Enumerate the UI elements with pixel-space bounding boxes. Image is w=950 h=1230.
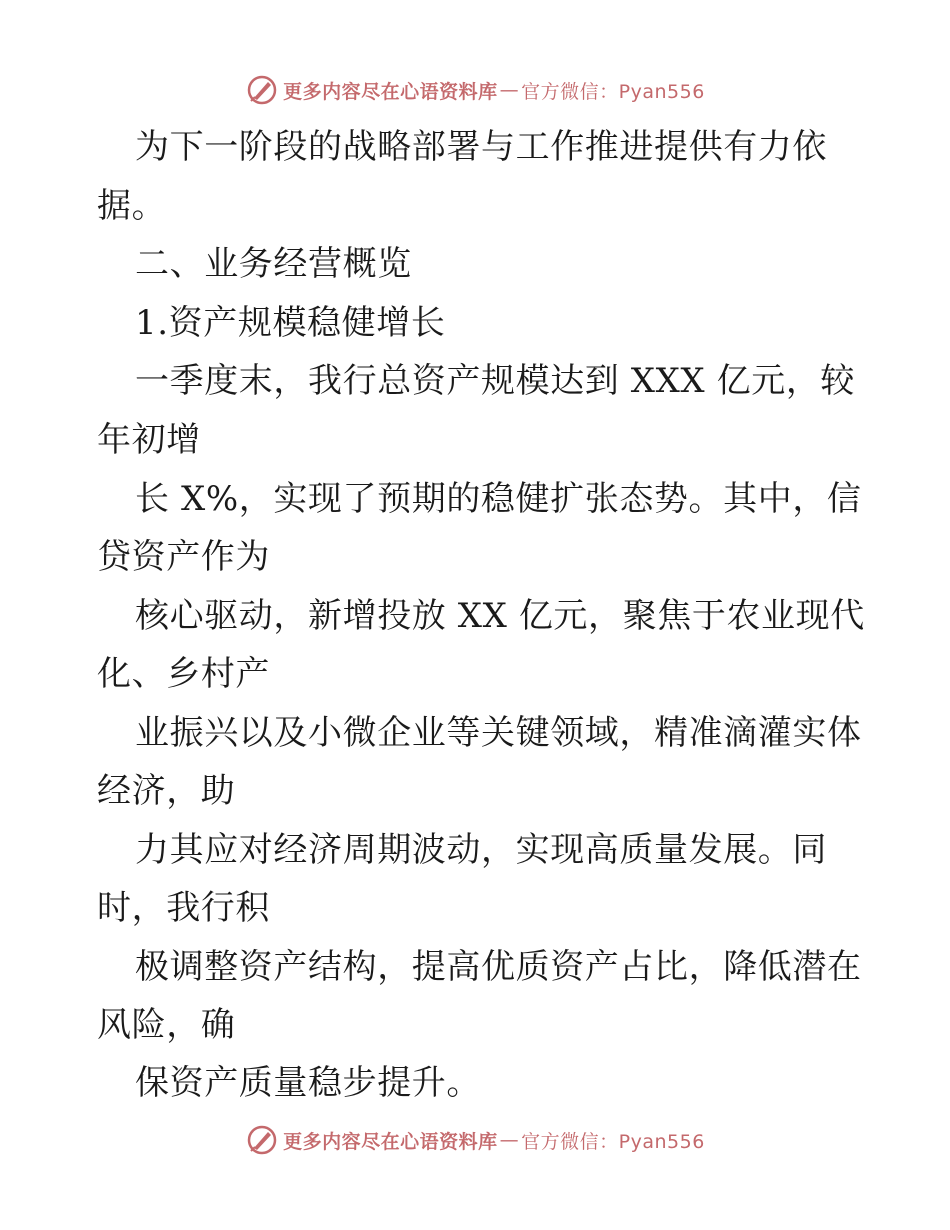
paragraph-line: 风险，确 [97, 1005, 236, 1045]
footer-watermark [0, 1120, 950, 1160]
paragraph-line: 经济，助 [97, 771, 236, 811]
paragraph-line: 化、乡村产 [97, 654, 270, 694]
paragraph-line: 据。 [97, 186, 167, 226]
subsection-heading: 1.资产规模稳健增长 [135, 303, 446, 343]
paragraph-line: 时，我行积 [97, 888, 270, 928]
watermark-text: 更多内容尽在心语资料库 [283, 1130, 498, 1153]
paragraph-line: 贷资产作为 [97, 537, 270, 577]
pen-circle-logo-icon [245, 1123, 279, 1157]
watermark-suffix: 官方微信：Pyan556 [521, 80, 705, 103]
paragraph-line: 保资产质量稳步提升。 [135, 1063, 481, 1103]
paragraph-line: 极调整资产结构，提高优质资产占比，降低潜在 [135, 947, 862, 987]
watermark-text: 更多内容尽在心语资料库 [283, 80, 498, 103]
paragraph-line: 年初增 [97, 420, 201, 460]
watermark-dash: — [499, 79, 520, 101]
paragraph-line: 为下一阶段的战略部署与工作推进提供有力依 [135, 127, 827, 167]
paragraph-line: 业振兴以及小微企业等关键领域，精准滴灌实体 [135, 713, 862, 753]
paragraph-line: 长 X%，实现了预期的稳健扩张态势。其中，信 [135, 479, 862, 519]
watermark-dash: — [499, 1129, 520, 1151]
watermark-suffix: 官方微信：Pyan556 [521, 1130, 705, 1153]
section-heading: 二、业务经营概览 [135, 244, 412, 284]
paragraph-line: 一季度末，我行总资产规模达到 XXX 亿元，较 [135, 361, 856, 401]
paragraph-line: 力其应对经济周期波动，实现高质量发展。同 [135, 830, 827, 870]
paragraph-line: 核心驱动，新增投放 XX 亿元，聚焦于农业现代 [135, 596, 865, 636]
